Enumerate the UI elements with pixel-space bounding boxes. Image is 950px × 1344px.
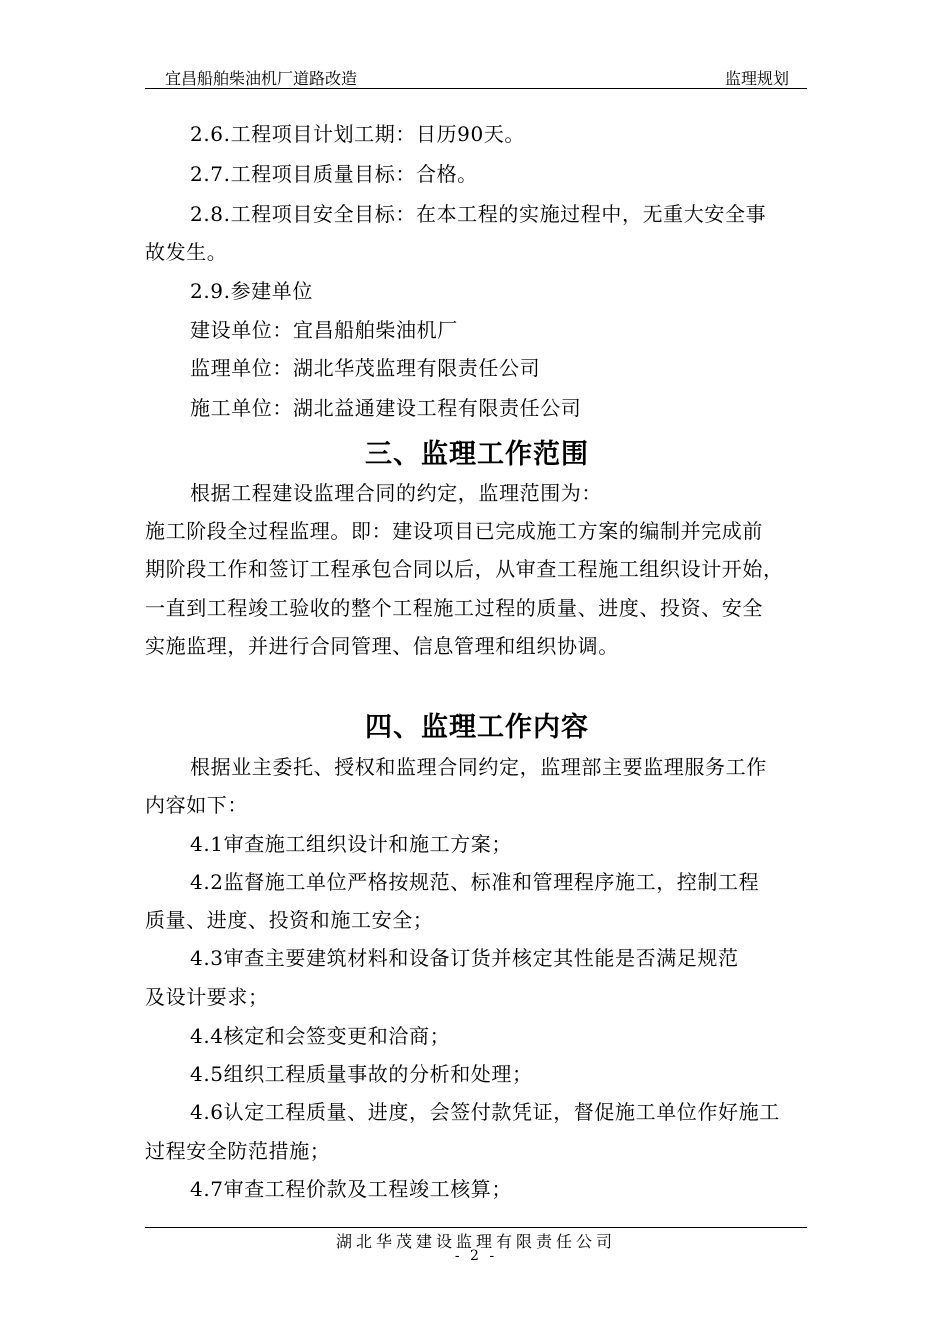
section-3-para-line: 一直到工程竣工验收的整个工程施工过程的质量、进度、投资、安全 bbox=[145, 596, 763, 620]
footer-company: 湖北华茂建设监理有限责任公司 bbox=[335, 1232, 616, 1251]
section-3-para-line: 实施监理，并进行合同管理、信息管理和组织协调。 bbox=[145, 634, 619, 658]
section-4-intro: 根据业主委托、授权和监理合同约定，监理部主要监理服务工作 bbox=[190, 755, 767, 779]
section-4-heading: 四、监理工作内容 bbox=[365, 712, 589, 743]
section-4-item-cont: 质量、进度、投资和施工安全； bbox=[145, 908, 434, 932]
page-number: - 2 - bbox=[454, 1248, 498, 1264]
footer-divider bbox=[145, 1227, 807, 1228]
page-header bbox=[145, 66, 807, 89]
item-schedule: 2.6.工程项目计划工期：日历90天。 bbox=[190, 122, 526, 146]
item-participants: 2.9.参建单位 bbox=[190, 279, 313, 303]
item-quality: 2.7.工程项目质量目标：合格。 bbox=[190, 162, 478, 186]
section-4-item: 4.4核定和会签变更和洽商； bbox=[190, 1024, 451, 1048]
section-4-item: 4.3审查主要建筑材料和设备订货并核定其性能是否满足规范 bbox=[190, 946, 739, 970]
section-4-item: 4.2监督施工单位严格按规范、标准和管理程序施工，控制工程 bbox=[190, 870, 760, 894]
section-4-intro-cont: 内容如下： bbox=[145, 793, 248, 817]
item-owner: 建设单位：宜昌船舶柴油机厂 bbox=[190, 318, 458, 342]
section-4-item: 4.1审查施工组织设计和施工方案； bbox=[190, 832, 513, 856]
section-4-item-cont: 及设计要求； bbox=[145, 985, 269, 1009]
item-safety-cont: 故发生。 bbox=[145, 240, 228, 264]
section-3-intro: 根据工程建设监理合同的约定，监理范围为： bbox=[190, 481, 602, 505]
section-4-item: 4.5组织工程质量事故的分析和处理； bbox=[190, 1062, 533, 1086]
section-3-para-line: 期阶段工作和签订工程承包合同以后，从审查工程施工组织设计开始， bbox=[145, 557, 784, 581]
item-supervisor: 监理单位：湖北华茂监理有限责任公司 bbox=[190, 356, 541, 380]
section-4-item: 4.7审查工程价款及工程竣工核算； bbox=[190, 1177, 513, 1201]
header-title: 宜昌船舶柴油机厂道路改造 bbox=[165, 69, 358, 88]
section-3-para-line: 施工阶段全过程监理。即：建设项目已完成施工方案的编制并完成前 bbox=[145, 519, 763, 543]
section-4-item-cont: 过程安全防范措施； bbox=[145, 1139, 331, 1163]
header-section: 监理规划 bbox=[724, 69, 789, 88]
item-safety: 2.8.工程项目安全目标：在本工程的实施过程中，无重大安全事 bbox=[190, 202, 767, 226]
section-3-heading: 三、监理工作范围 bbox=[365, 439, 589, 470]
item-contractor: 施工单位：湖北益通建设工程有限责任公司 bbox=[190, 396, 582, 420]
section-4-item: 4.6认定工程质量、进度，会签付款凭证，督促施工单位作好施工 bbox=[190, 1100, 780, 1124]
